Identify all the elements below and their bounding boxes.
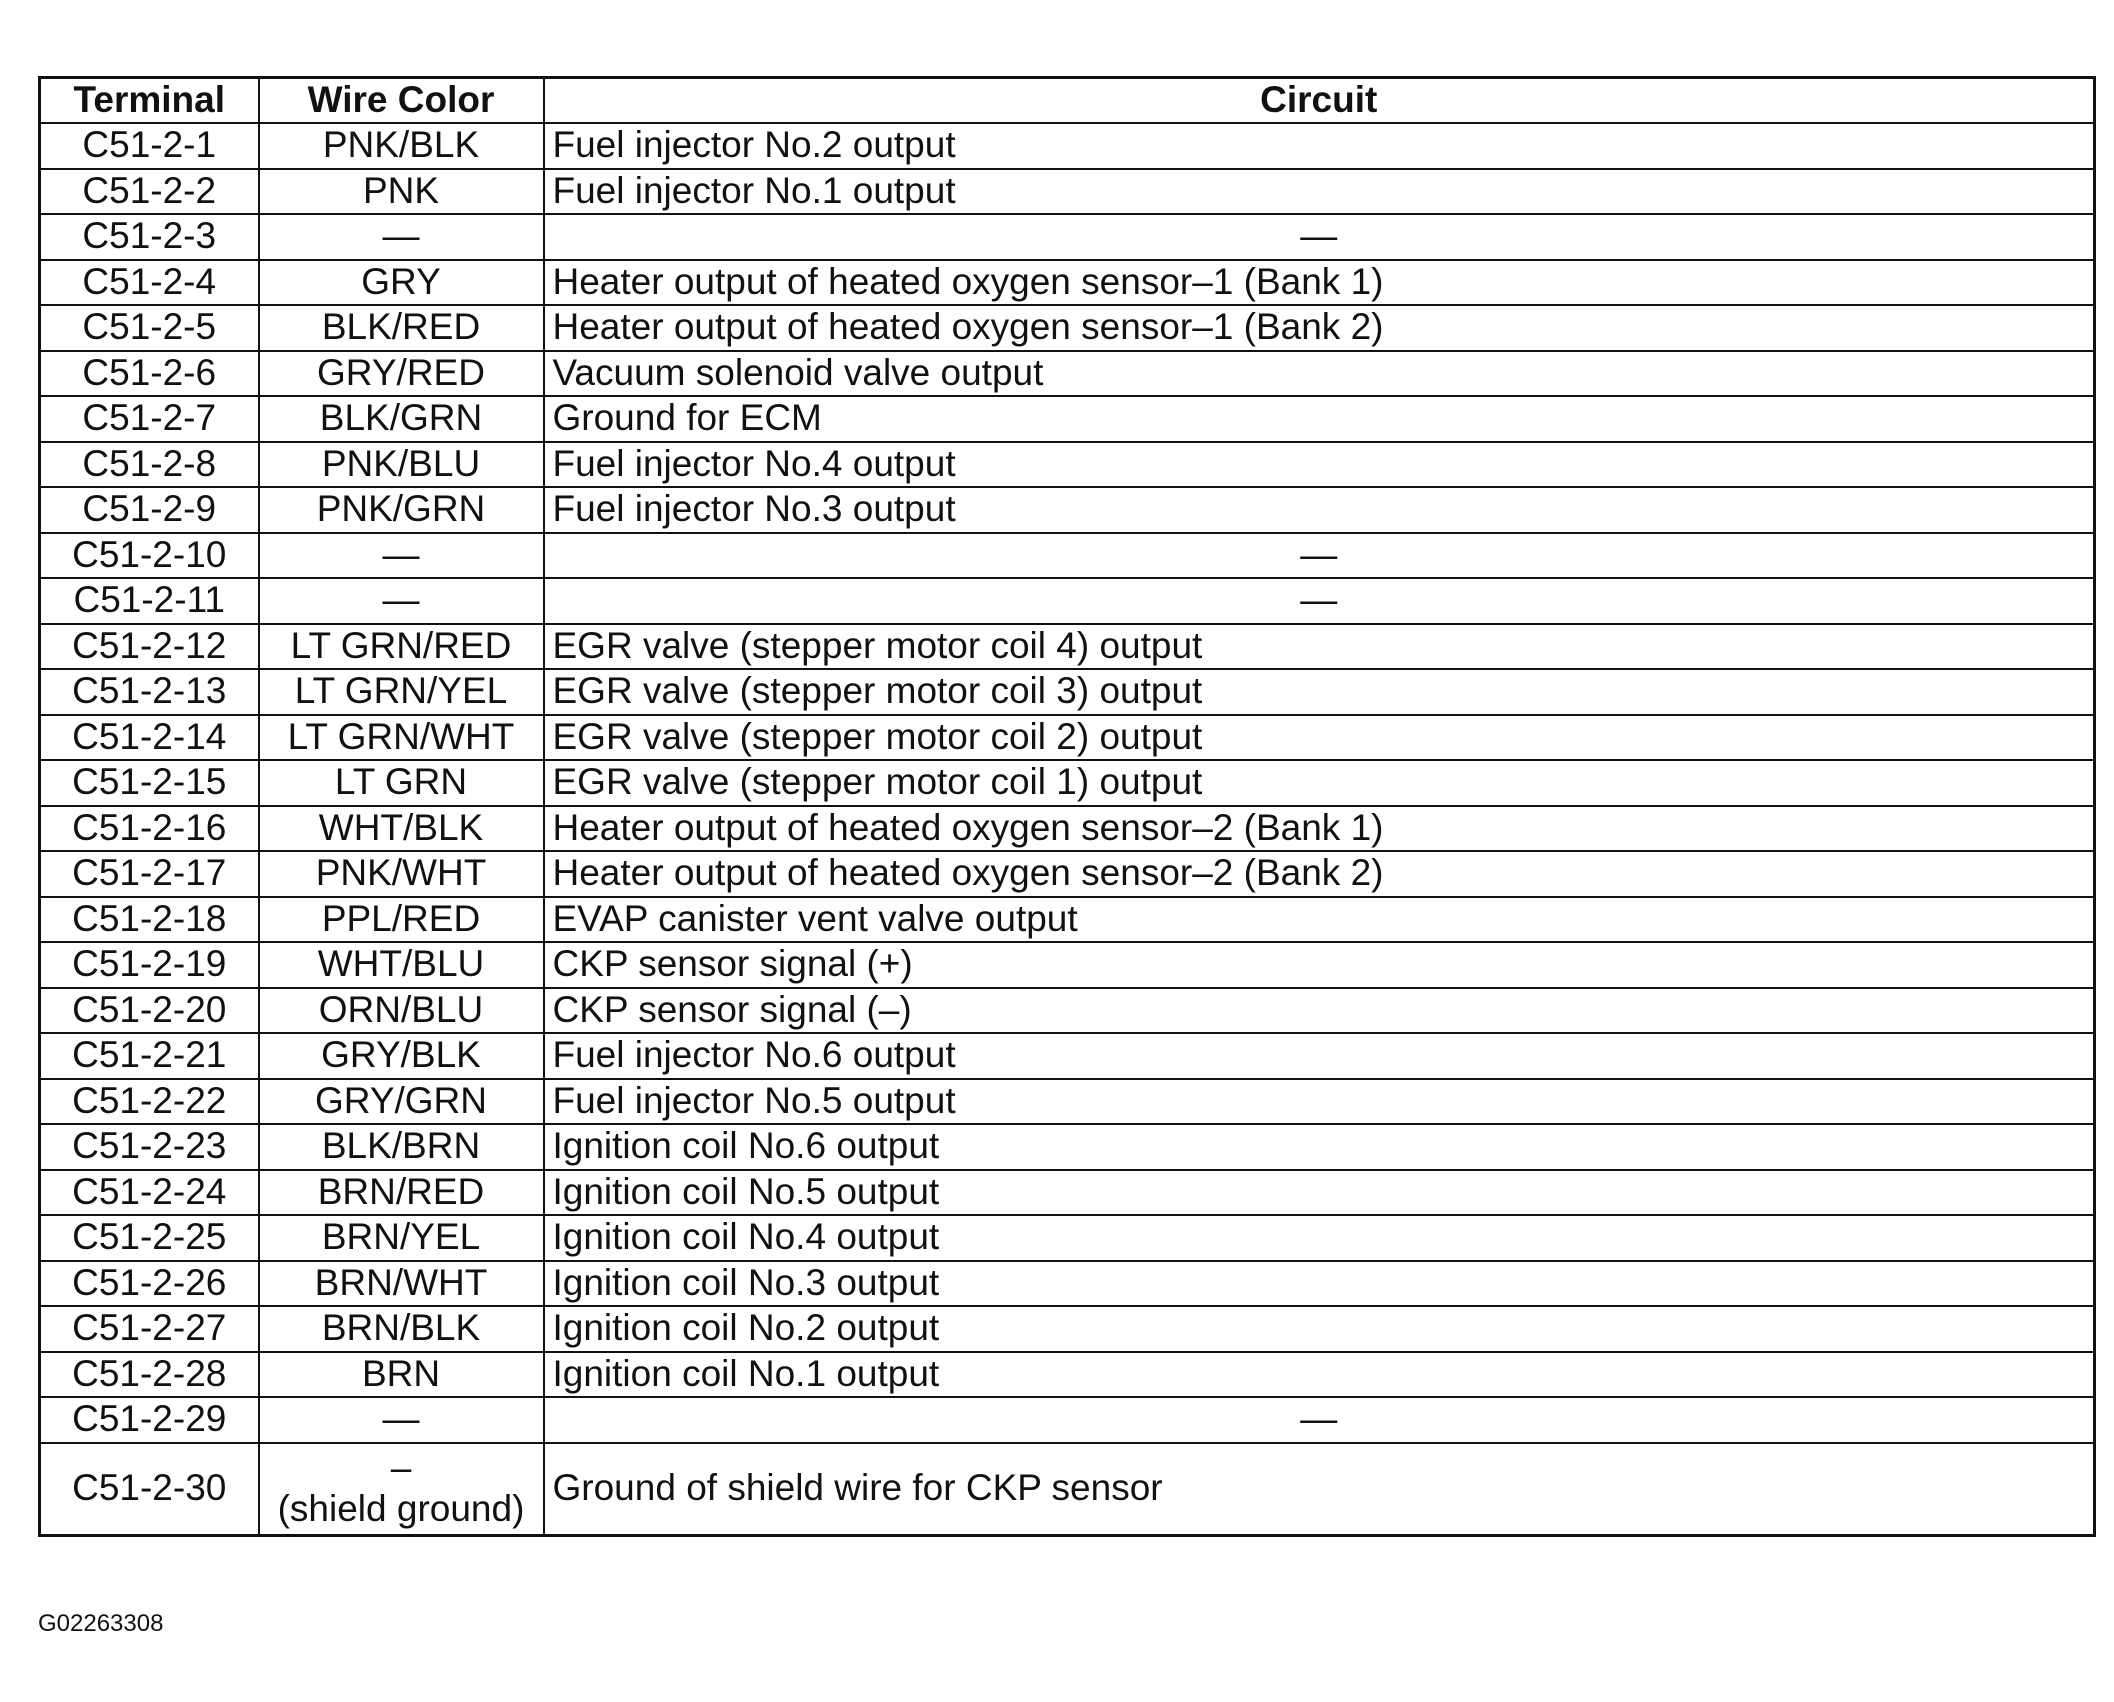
circuit-cell: Fuel injector No.2 output	[544, 123, 2095, 169]
terminal-cell: C51-2-4	[40, 260, 259, 306]
circuit-cell: —	[544, 1397, 2095, 1443]
table-row	[40, 1215, 2095, 1261]
terminal-cell: C51-2-12	[40, 624, 259, 670]
terminal-cell: C51-2-22	[40, 1079, 259, 1125]
terminal-cell: C51-2-16	[40, 806, 259, 852]
terminal-cell: C51-2-11	[40, 578, 259, 624]
table-row	[40, 669, 2095, 715]
terminal-cell: C51-2-27	[40, 1306, 259, 1352]
circuit-cell: Fuel injector No.4 output	[544, 442, 2095, 488]
circuit-cell: Ignition coil No.1 output	[544, 1352, 2095, 1398]
table-row	[40, 214, 2095, 260]
wire-color-cell: BRN/RED	[259, 1170, 544, 1216]
wire-color-note: (shield ground)	[277, 1487, 525, 1529]
table-row	[40, 988, 2095, 1034]
terminal-cell: C51-2-6	[40, 351, 259, 397]
wire-color-cell: WHT/BLU	[259, 942, 544, 988]
table-row	[40, 351, 2095, 397]
wire-color-cell: BLK/RED	[259, 305, 544, 351]
table-row	[40, 1124, 2095, 1170]
circuit-cell: EGR valve (stepper motor coil 2) output	[544, 715, 2095, 761]
wire-color-cell: PPL/RED	[259, 897, 544, 943]
circuit-cell: Heater output of heated oxygen sensor–2 (Bank 2)	[544, 851, 2095, 897]
table-row	[40, 1352, 2095, 1398]
circuit-cell: EGR valve (stepper motor coil 4) output	[544, 624, 2095, 670]
wire-color-cell: PNK/WHT	[259, 851, 544, 897]
circuit-cell: EVAP canister vent valve output	[544, 897, 2095, 943]
terminal-cell: C51-2-9	[40, 487, 259, 533]
terminal-cell: C51-2-25	[40, 1215, 259, 1261]
wire-color-cell: PNK	[259, 169, 544, 215]
wire-color-cell: —	[259, 578, 544, 624]
table-row	[40, 396, 2095, 442]
table-body	[40, 123, 2095, 1443]
terminal-cell: C51-2-24	[40, 1170, 259, 1216]
table-row	[40, 1397, 2095, 1443]
table-header	[40, 78, 2095, 124]
wire-color-cell: BRN	[259, 1352, 544, 1398]
table-row	[40, 123, 2095, 169]
circuit-cell: Fuel injector No.6 output	[544, 1033, 2095, 1079]
wire-color-cell: PNK/BLK	[259, 123, 544, 169]
wire-color-cell: GRY/GRN	[259, 1079, 544, 1125]
terminal-cell: C51-2-26	[40, 1261, 259, 1307]
terminal-cell: C51-2-13	[40, 669, 259, 715]
table-row	[40, 851, 2095, 897]
table-row	[40, 305, 2095, 351]
circuit-cell: CKP sensor signal (+)	[544, 942, 2095, 988]
terminal-cell: C51-2-14	[40, 715, 259, 761]
circuit-cell: Fuel injector No.3 output	[544, 487, 2095, 533]
table-row	[40, 715, 2095, 761]
terminal-cell: C51-2-2	[40, 169, 259, 215]
circuit-cell: Heater output of heated oxygen sensor–1 (Bank 1)	[544, 260, 2095, 306]
terminal-cell: C51-2-28	[40, 1352, 259, 1398]
circuit-cell: Ignition coil No.3 output	[544, 1261, 2095, 1307]
wire-color-cell: —	[259, 533, 544, 579]
terminal-cell: C51-2-18	[40, 897, 259, 943]
terminal-cell: C51-2-8	[40, 442, 259, 488]
terminal-cell: C51-2-20	[40, 988, 259, 1034]
terminal-cell: C51-2-1	[40, 123, 259, 169]
wire-color-cell: —	[259, 1397, 544, 1443]
circuit-cell: Fuel injector No.5 output	[544, 1079, 2095, 1125]
wire-color-cell: ORN/BLU	[259, 988, 544, 1034]
circuit-cell: Fuel injector No.1 output	[544, 169, 2095, 215]
wire-color-dash: –	[390, 1446, 412, 1488]
wire-color-cell	[259, 1443, 544, 1536]
table-row	[40, 487, 2095, 533]
wire-color-cell: BLK/GRN	[259, 396, 544, 442]
circuit-cell: Ignition coil No.2 output	[544, 1306, 2095, 1352]
circuit-cell: Ignition coil No.4 output	[544, 1215, 2095, 1261]
table-row	[40, 260, 2095, 306]
table-row	[40, 897, 2095, 943]
header-row	[40, 78, 2095, 124]
circuit-cell: Ignition coil No.5 output	[544, 1170, 2095, 1216]
table-body-last	[40, 1443, 2095, 1536]
table-row	[40, 1170, 2095, 1216]
circuit-cell: CKP sensor signal (–)	[544, 988, 2095, 1034]
table-row	[40, 1443, 2095, 1536]
circuit-cell: EGR valve (stepper motor coil 1) output	[544, 760, 2095, 806]
wire-color-cell: BRN/BLK	[259, 1306, 544, 1352]
terminal-cell: C51-2-5	[40, 305, 259, 351]
table-row	[40, 942, 2095, 988]
circuit-cell: —	[544, 214, 2095, 260]
circuit-cell: Vacuum solenoid valve output	[544, 351, 2095, 397]
circuit-cell: Ground of shield wire for CKP sensor	[544, 1443, 2095, 1536]
terminal-cell: C51-2-29	[40, 1397, 259, 1443]
table-row	[40, 806, 2095, 852]
terminal-table	[38, 76, 2096, 1537]
header-terminal: Terminal	[40, 78, 259, 124]
circuit-cell: Heater output of heated oxygen sensor–2 (Bank 1)	[544, 806, 2095, 852]
table-row	[40, 1306, 2095, 1352]
terminal-cell: C51-2-7	[40, 396, 259, 442]
table-row	[40, 578, 2095, 624]
terminal-cell: C51-2-19	[40, 942, 259, 988]
wire-color-cell: GRY	[259, 260, 544, 306]
figure-id: G02263308	[38, 1610, 164, 1637]
header-wire-color: Wire Color	[259, 78, 544, 124]
wire-color-cell: —	[259, 214, 544, 260]
wire-color-cell: LT GRN/YEL	[259, 669, 544, 715]
wire-color-cell: WHT/BLK	[259, 806, 544, 852]
circuit-cell: Heater output of heated oxygen sensor–1 (Bank 2)	[544, 305, 2095, 351]
wire-color-cell: GRY/BLK	[259, 1033, 544, 1079]
terminal-cell: C51-2-15	[40, 760, 259, 806]
circuit-cell: —	[544, 578, 2095, 624]
table-row	[40, 1261, 2095, 1307]
terminal-cell: C51-2-30	[40, 1443, 259, 1536]
circuit-cell: EGR valve (stepper motor coil 3) output	[544, 669, 2095, 715]
wire-color-cell: BRN/WHT	[259, 1261, 544, 1307]
terminal-cell: C51-2-21	[40, 1033, 259, 1079]
wire-color-cell: PNK/BLU	[259, 442, 544, 488]
terminal-cell: C51-2-10	[40, 533, 259, 579]
circuit-cell: Ground for ECM	[544, 396, 2095, 442]
table-row	[40, 624, 2095, 670]
table-row	[40, 169, 2095, 215]
wire-color-cell: LT GRN/RED	[259, 624, 544, 670]
wire-color-cell: PNK/GRN	[259, 487, 544, 533]
terminal-cell: C51-2-3	[40, 214, 259, 260]
wire-color-cell: LT GRN	[259, 760, 544, 806]
wire-color-cell: GRY/RED	[259, 351, 544, 397]
table-row	[40, 442, 2095, 488]
circuit-cell: —	[544, 533, 2095, 579]
table-row	[40, 1079, 2095, 1125]
wire-color-cell: BLK/BRN	[259, 1124, 544, 1170]
terminal-cell: C51-2-17	[40, 851, 259, 897]
table-row	[40, 533, 2095, 579]
header-circuit: Circuit	[544, 78, 2095, 124]
table-row	[40, 760, 2095, 806]
table-row	[40, 1033, 2095, 1079]
wire-color-cell: BRN/YEL	[259, 1215, 544, 1261]
terminal-cell: C51-2-23	[40, 1124, 259, 1170]
wire-color-cell: LT GRN/WHT	[259, 715, 544, 761]
circuit-cell: Ignition coil No.6 output	[544, 1124, 2095, 1170]
